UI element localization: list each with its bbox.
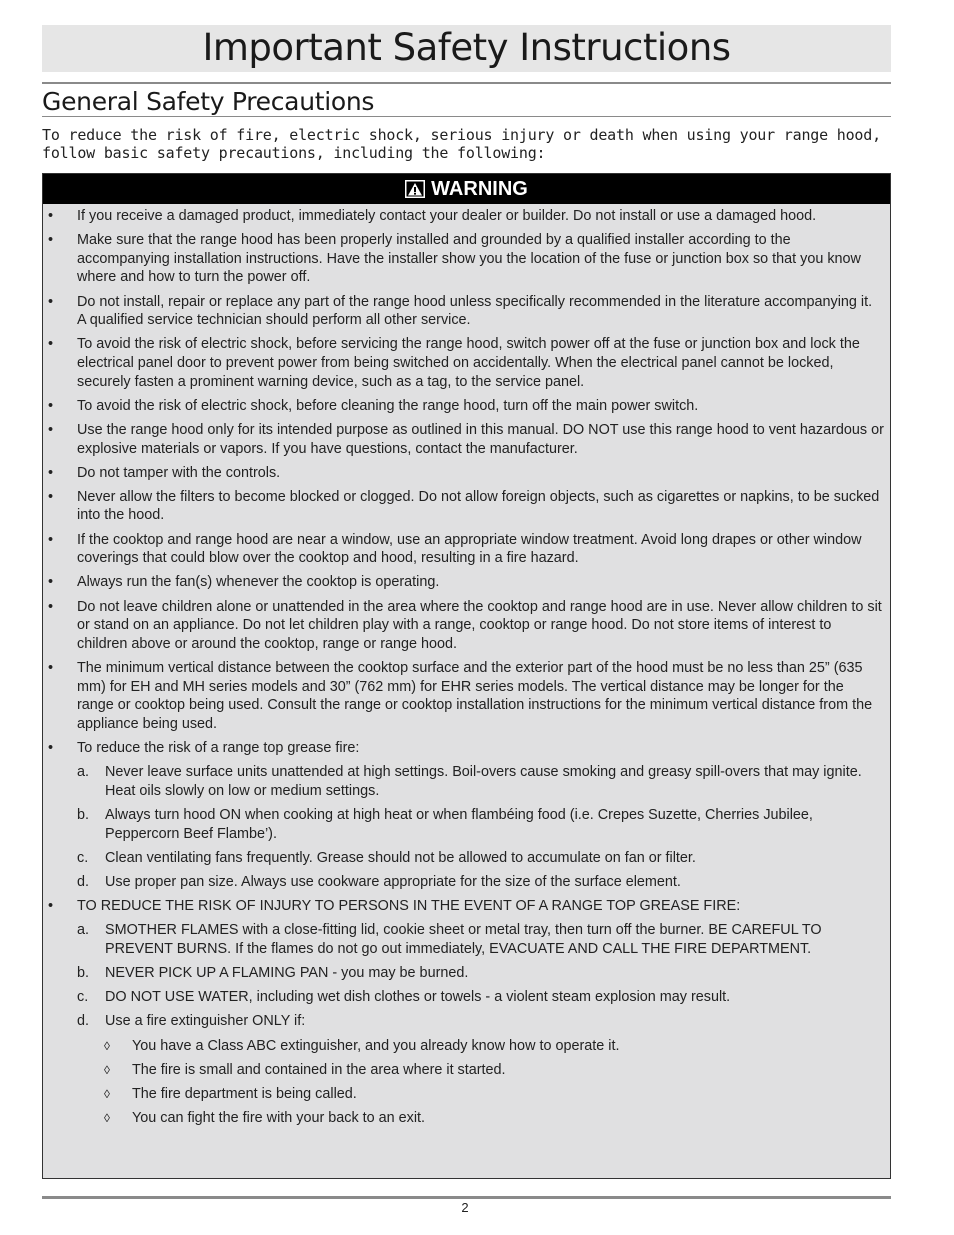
sub-list-item: d. Use proper pan size. Always use cookware appropriate for the size of the surface element. [77,873,681,890]
list-item: • Do not leave children alone or unattended in the area where the cooktop and range hood are in use. Never allow children to sit or stand on an appliance. Do not let children play with a range, cooktop or range hood. Do not store items of interest to children above or around the cooktop, range or range hood. [48,598,882,652]
sub-sub-list-item: ◊ You have a Class ABC extinguisher, and you already know how to operate it. [104,1037,620,1054]
title-bar [42,25,891,72]
list-item: • To reduce the risk of a range top grease fire: [48,739,360,756]
list-item: • The minimum vertical distance between the cooktop surface and the exterior part of the hood must be no less than 25” (635 mm) for EH and MH series models and 30” (762 mm) for EHR series models. The vertical distance may be longer for the range or cooktop being used. Consult the range or cooktop installation instructions for the minimum vertical distance from the appliance being used. [48,660,873,732]
warning-triangle-icon [405,180,425,198]
section-divider [42,116,891,117]
sub-sub-list-item: ◊ You can fight the fire with your back to an exit. [104,1110,426,1127]
warning-box [42,173,891,1179]
page-number: 2 [461,1200,469,1215]
warning-label: WARNING [431,178,528,200]
sub-list-item: c. Clean ventilating fans frequently. Grease should not be allowed to accumulate on fan or filter. [77,849,696,866]
list-item: • To avoid the risk of electric shock, before servicing the range hood, switch power off at the fuse or junction box and lock the electrical panel door to prevent power from being switched on accidentally. When the electrical panel cannot be locked, securely fasten a prominent warning device, such as a tag, to the service panel. [48,336,860,390]
list-item: • TO REDUCE THE RISK OF INJURY TO PERSONS IN THE EVENT OF A RANGE TOP GREASE FIRE: [48,898,741,915]
list-item: • Always run the fan(s) whenever the cooktop is operating. [48,574,440,591]
warning-header [43,174,890,204]
warning-list [43,207,888,1133]
sub-list-item: c. DO NOT USE WATER, including wet dish clothes or towels - a violent steam explosion may result. [77,989,731,1006]
list-item: • If the cooktop and range hood are near a window, use an appropriate window treatment. Avoid long drapes or other window coverings that could blow over the cooktop and hood, resulting in a fire hazard. [48,531,862,567]
sub-list-item: b. NEVER PICK UP A FLAMING PAN - you may be burned. [77,965,469,982]
page-title: Important Safety Instructions [202,26,731,69]
sub-list-item: a. Never leave surface units unattended at high settings. Boil-overs cause smoking and greasy spill-overs that may ignite. Heat oils slowly on low or medium settings. [77,764,862,799]
list-item: • Never allow the filters to become blocked or clogged. Do not allow foreign objects, such as cigarettes or napkins, to be sucked into the hood. [48,488,880,524]
footer-divider [42,1196,891,1199]
sub-sub-list-item: ◊ The fire is small and contained in the area where it started. [104,1061,506,1078]
sub-list-item: a. SMOTHER FLAMES with a close-fitting lid, cookie sheet or metal tray, then turn off the burner. BE CAREFUL TO PREVENT BURNS. If the flames do not go out immediately, EVACUATE AND CALL THE FIRE DEPARTMENT. [77,922,822,957]
list-item: • Do not tamper with the controls. [48,464,281,481]
sub-list-item: b. Always turn hood ON when cooking at high heat or when flambéing food (i.e. Crepes Suzette, Cherries Jubilee, Peppercorn Beef Flambe’). [77,806,813,842]
intro-paragraph: To reduce the risk of fire, electric shock, serious injury or death when using your range hood, follow basic safety precautions, including the following: [42,126,881,162]
section-title: General Safety Precautions [42,87,375,116]
title-divider [42,82,891,84]
sub-sub-list-item: ◊ The fire department is being called. [104,1086,357,1102]
list-item: • If you receive a damaged product, immediately contact your dealer or builder. Do not install or use a damaged hood. [48,208,817,224]
list-item: • Use the range hood only for its intended purpose as outlined in this manual. DO NOT use this range hood to vent hazardous or explosive materials or vapors. If you have questions, contact the manufacturer. [48,421,884,457]
list-item: • Do not install, repair or replace any part of the range hood unless specifically recommended in the literature accompanying it. A qualified service technician should perform all other service. [48,293,873,329]
list-item: • Make sure that the range hood has been properly installed and grounded by a qualified installer according to the accompanying installation instructions. Have the installer show you the location of the fuse or junction box so that you know where and how to turn the power off. [48,232,861,286]
sub-list-item: d. Use a fire extinguisher ONLY if: [77,1013,306,1030]
list-item: • To avoid the risk of electric shock, before cleaning the range hood, turn off the main power switch. [48,397,699,414]
